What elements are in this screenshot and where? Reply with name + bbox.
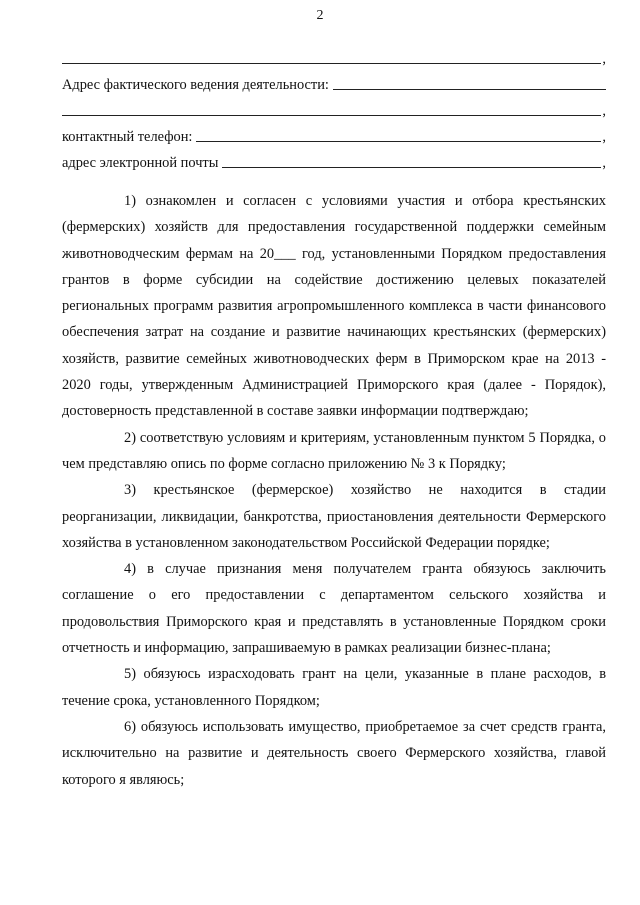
page-number: 2 xyxy=(316,8,324,23)
paragraph-6: 6) обязуюсь использовать имущество, приобретаемое за счет средств гранта, исключительно на развитие и деятельность своего Фермерского хозяйства, главой которого я являюсь; xyxy=(62,718,606,788)
paragraph-2: 2) соответствую условиям и критериям, установленным пунктом 5 Порядка, о чем представляю опись по форме согласно приложению № 3 к Порядку; xyxy=(62,429,606,472)
blank-line-1 xyxy=(62,40,606,66)
actual-address-line xyxy=(62,66,606,92)
document-body xyxy=(62,40,606,793)
email-label: адрес электронной почты xyxy=(62,154,219,171)
blank-underline xyxy=(62,103,601,116)
blank-line-2 xyxy=(62,92,606,118)
phone-label: контактный телефон: xyxy=(62,128,193,145)
comma: , xyxy=(602,50,606,67)
email-underline xyxy=(222,155,601,168)
paragraph-3: 3) крестьянское (фермерское) хозяйство не находится в стадии реорганизации, ликвидации, банкротства, приостановления деятельности Фермерского хозяйства в установленном законодательством Российской Федерации порядке; xyxy=(62,482,606,551)
email-line xyxy=(62,144,606,170)
comma: , xyxy=(602,128,606,145)
phone-line xyxy=(62,118,606,144)
actual-address-label: Адрес фактического ведения деятельности: xyxy=(62,76,329,93)
blank-underline xyxy=(62,51,601,64)
paragraph-4: 4) в случае признания меня получателем гранта обязуюсь заключить соглашение о его предоставлении с департаментом сельского хозяйства и продовольствия Приморского края и представлять в установленные Порядком сроки отчетность и информацию, запрашиваемую в рамках реализации бизнес-плана; xyxy=(62,561,606,657)
paragraph-5: 5) обязуюсь израсходовать грант на цели, указанные в плане расходов, в течение срока, установленного Порядком; xyxy=(62,666,606,709)
paragraph-1: 1) ознакомлен и согласен с условиями участия и отбора крестьянских (фермерских) хозяйств для предоставления государственной поддержки семейным животноводческим фермам на 20___ год, установленными Порядком предоставления грантов в форме субсидии на содействие достижению целевых показателей региональных программ развития агропромышленного комплекса в части финансового обеспечения затрат на создание и развитие начинающих крестьянских (фермерских) хозяйств, развитие семейных животноводческих ферм в Приморском крае на 2013 - 2020 годы, утвержденным Администрацией Приморского края (далее - Порядок), достоверность представленной в составе заявки информации подтверждаю; xyxy=(62,193,606,420)
actual-address-underline xyxy=(333,77,606,90)
comma: , xyxy=(602,154,606,171)
comma: , xyxy=(602,102,606,119)
phone-underline xyxy=(196,129,601,142)
